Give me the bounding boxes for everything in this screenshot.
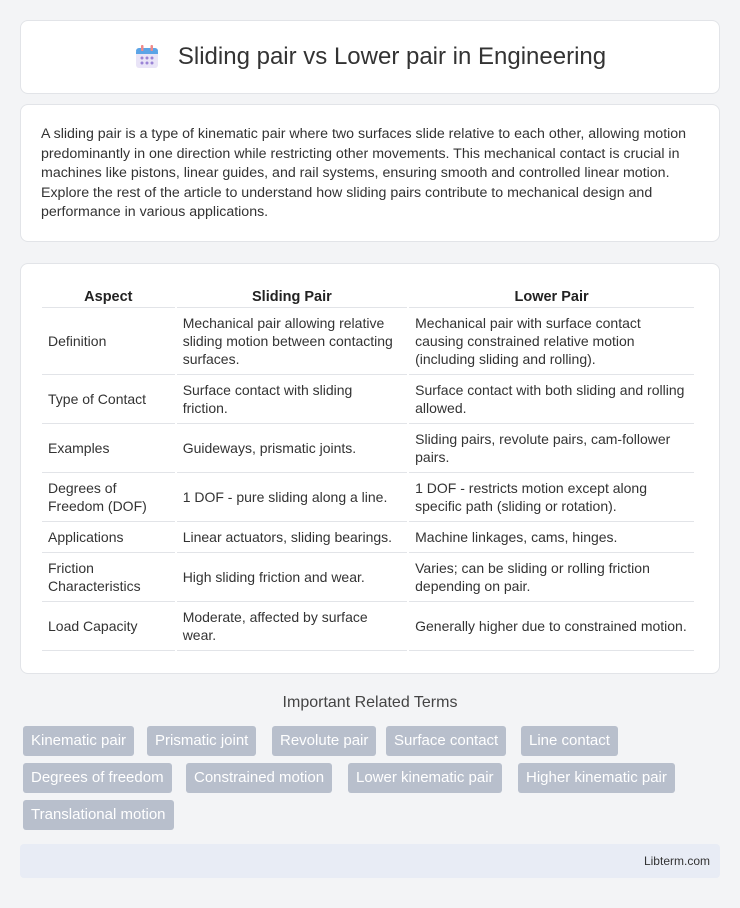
comparison-table	[40, 284, 696, 651]
header-sliding-pair: Sliding Pair	[177, 284, 407, 308]
tag-constrained-motion[interactable]: Constrained motion	[186, 763, 332, 793]
table-cell-aspect: Examples	[42, 424, 175, 473]
footer-site-link[interactable]: Libterm.com	[643, 854, 710, 868]
table-cell-sliding: 1 DOF - pure sliding along a line.	[177, 473, 407, 522]
table-cell-lower: Varies; can be sliding or rolling friction depending on pair.	[409, 553, 694, 602]
table-cell-lower: Surface contact with both sliding and rolling allowed.	[409, 375, 694, 424]
header-aspect: Aspect	[42, 284, 175, 308]
table-row	[42, 553, 694, 602]
table-row	[42, 473, 694, 522]
table-row	[42, 602, 694, 651]
comparison-table-card	[20, 263, 720, 674]
table-cell-aspect: Degrees of Freedom (DOF)	[42, 473, 175, 522]
header-card	[20, 20, 720, 94]
tag-degrees-of-freedom[interactable]: Degrees of freedom	[23, 763, 172, 793]
table-cell-lower: Machine linkages, cams, hinges.	[409, 522, 694, 553]
tag-line-contact[interactable]: Line contact	[521, 726, 618, 756]
intro-card	[20, 104, 720, 242]
page-title: Sliding pair vs Lower pair in Engineering	[177, 43, 607, 70]
table-cell-lower: Generally higher due to constrained motion.	[409, 602, 694, 651]
table-cell-aspect: Load Capacity	[42, 602, 175, 651]
related-terms-title: Important Related Terms	[282, 694, 458, 711]
table-cell-sliding: Linear actuators, sliding bearings.	[177, 522, 407, 553]
table-cell-sliding: Guideways, prismatic joints.	[177, 424, 407, 473]
table-cell-sliding: Mechanical pair allowing relative sliding motion between contacting surfaces.	[177, 308, 407, 375]
table-row	[42, 424, 694, 473]
table-cell-aspect: Type of Contact	[42, 375, 175, 424]
tag-lower-kinematic-pair[interactable]: Lower kinematic pair	[348, 763, 502, 793]
table-cell-aspect: Friction Characteristics	[42, 553, 175, 602]
tag-kinematic-pair[interactable]: Kinematic pair	[23, 726, 134, 756]
table-cell-lower: Sliding pairs, revolute pairs, cam-follower pairs.	[409, 424, 694, 473]
table-cell-aspect: Definition	[42, 308, 175, 375]
table-cell-sliding: High sliding friction and wear.	[177, 553, 407, 602]
intro-text: A sliding pair is a type of kinematic pair where two surfaces slide relative to each other, allowing motion predominantly in one direction while restricting other movements. This mechanical contact is crucial in machines like pistons, linear guides, and rail systems, ensuring smooth and controlled linear motion. Explore the rest of the article to understand how sliding pairs contribute to mechanical design and performance in various applications.	[41, 126, 687, 220]
footer	[20, 844, 720, 878]
tag-translational-motion[interactable]: Translational motion	[23, 800, 174, 830]
tag-surface-contact[interactable]: Surface contact	[386, 726, 506, 756]
table-cell-lower: Mechanical pair with surface contact causing constrained relative motion (including sliding and rolling).	[409, 308, 694, 375]
table-header-row	[42, 284, 694, 308]
header-lower-pair: Lower Pair	[409, 284, 694, 308]
tag-revolute-pair[interactable]: Revolute pair	[272, 726, 376, 756]
calendar-icon	[134, 44, 160, 70]
table-row	[42, 375, 694, 424]
tag-higher-kinematic-pair[interactable]: Higher kinematic pair	[518, 763, 675, 793]
table-cell-lower: 1 DOF - restricts motion except along specific path (sliding or rotation).	[409, 473, 694, 522]
table-row	[42, 308, 694, 375]
table-cell-sliding: Moderate, affected by surface wear.	[177, 602, 407, 651]
tag-prismatic-joint[interactable]: Prismatic joint	[147, 726, 256, 756]
table-cell-sliding: Surface contact with sliding friction.	[177, 375, 407, 424]
table-cell-aspect: Applications	[42, 522, 175, 553]
table-row	[42, 522, 694, 553]
